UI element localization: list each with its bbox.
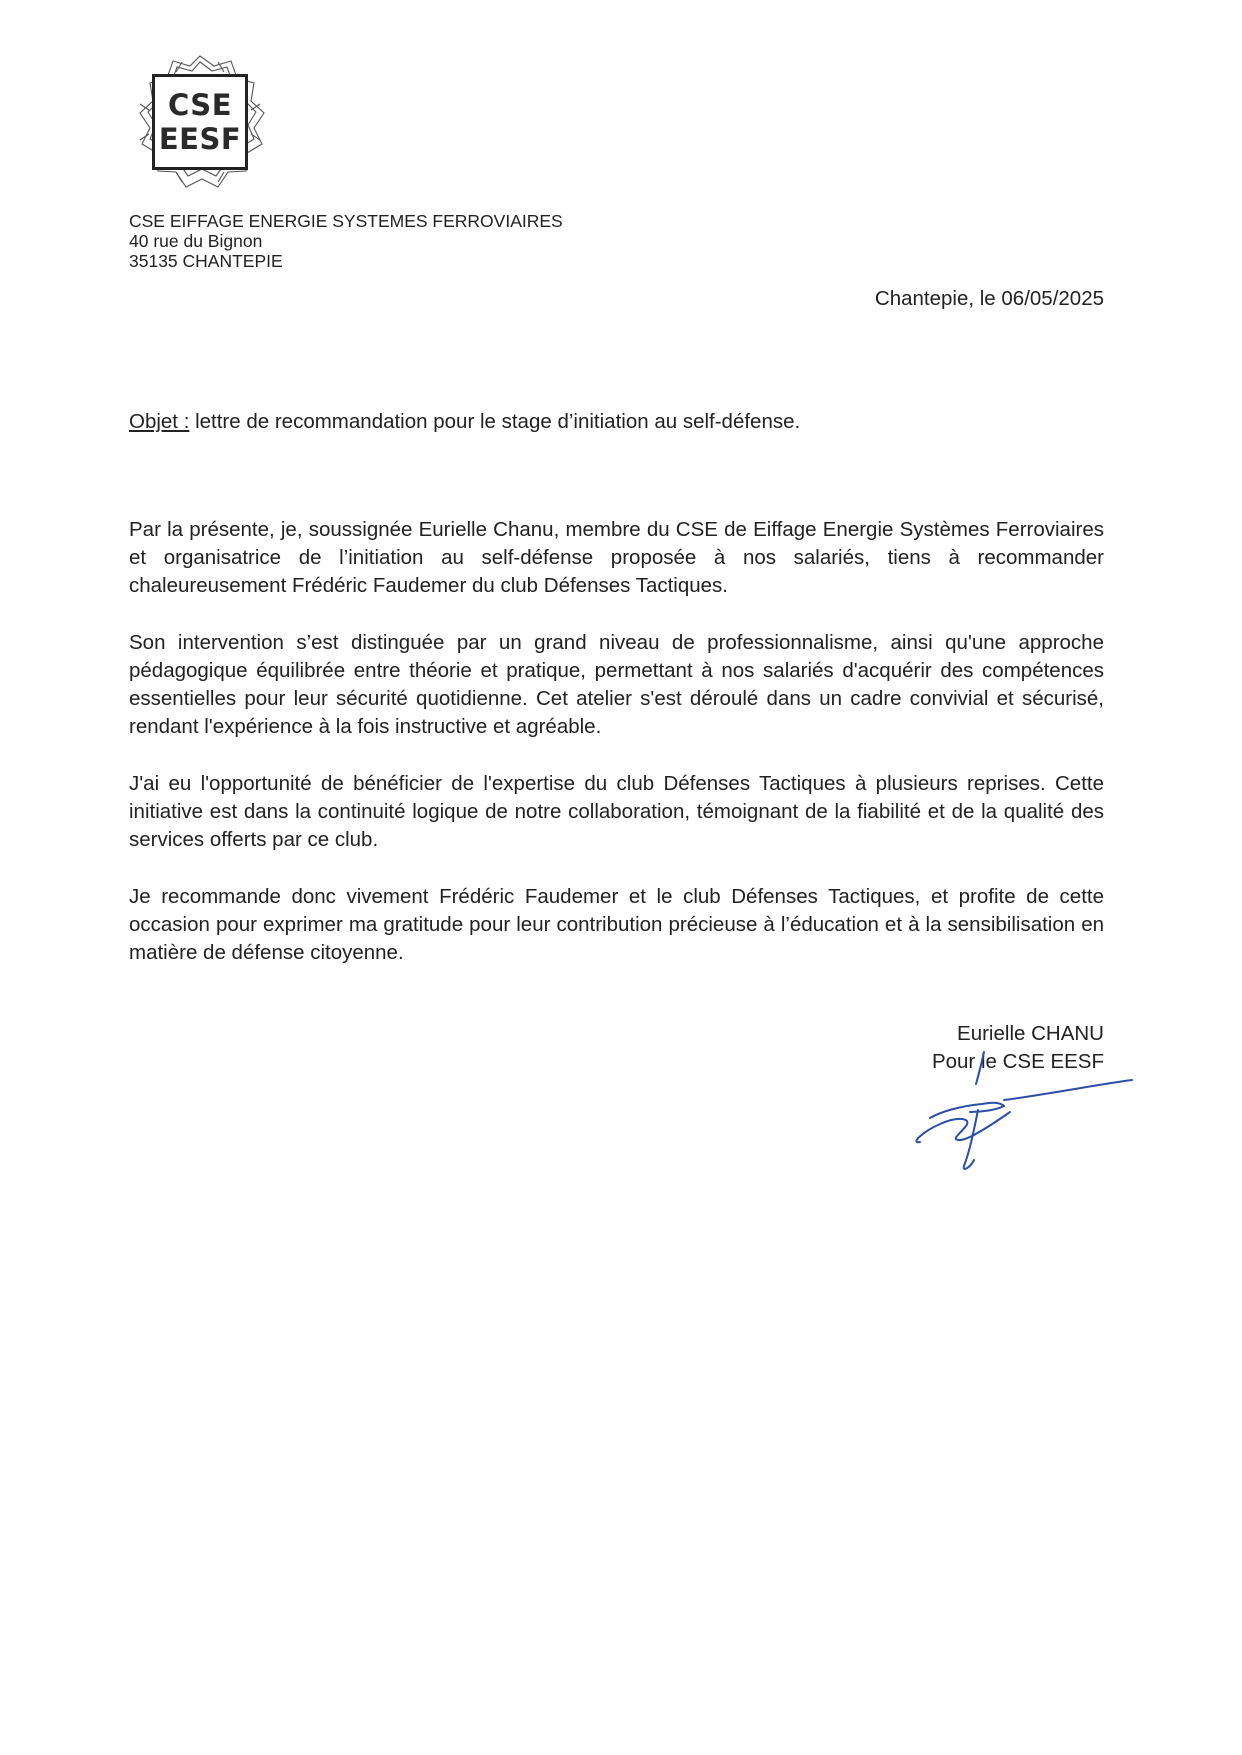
body-paragraph-2: Son intervention s’est distinguée par un grand niveau de professionnalisme, ainsi qu'une approche pédagogique équilibrée entre théorie et pratique, permettant à nos salariés d'acquérir des compétences essentielles pour leur sécurité quotidienne. Cet atelier s'est déroulé dans un cadre convivial et sécurisé, rendant l'expérience à la fois instructive et agréable. — [129, 631, 1104, 738]
handwritten-signature — [900, 1040, 1140, 1180]
sender-name: CSE EIFFAGE ENERGIE SYSTEMES FERROVIAIRES — [129, 211, 563, 231]
cse-eesf-logo — [130, 52, 270, 192]
sender-address — [129, 211, 563, 271]
sender-city: 35135 CHANTEPIE — [129, 251, 283, 271]
body-paragraph-4: Je recommande donc vivement Frédéric Faudemer et le club Défenses Tactiques, et profite de cette occasion pour exprimer ma gratitude pour leur contribution précieuse à l’éducation et à la sensibilisation en matière de défense citoyenne. — [129, 885, 1104, 964]
signatory-role: Pour le CSE EESF — [931, 1050, 1104, 1073]
subject-text: lettre de recommandation pour le stage d’initiation au self-défense. — [189, 410, 801, 433]
subject-label: Objet : — [129, 410, 190, 433]
logo-frame — [152, 74, 248, 170]
logo-line-2: EESF — [158, 122, 242, 156]
letter-body — [129, 516, 1104, 996]
body-paragraph-3: J'ai eu l'opportunité de bénéficier de l'expertise du club Défenses Tactiques à plusieurs reprises. Cette initiative est dans la continuité logique de notre collaboration, témoignant de la fiabilité et de la qualité des services offerts par ce club. — [129, 772, 1104, 851]
body-paragraph-1: Par la présente, je, soussignée Eurielle Chanu, membre du CSE de Eiffage Energie Systèmes Ferroviaires et organisatrice de l’initiation au self-défense proposée à nos salariés, tiens à recommander chaleureusement Frédéric Faudemer du club Défenses Tactiques. — [129, 518, 1104, 597]
signatory-name: Eurielle CHANU — [957, 1022, 1104, 1045]
logo-line-1: CSE — [167, 88, 233, 122]
date-line: Chantepie, le 06/05/2025 — [874, 287, 1104, 310]
subject-line — [129, 410, 800, 434]
sender-street: 40 rue du Bignon — [129, 231, 263, 251]
